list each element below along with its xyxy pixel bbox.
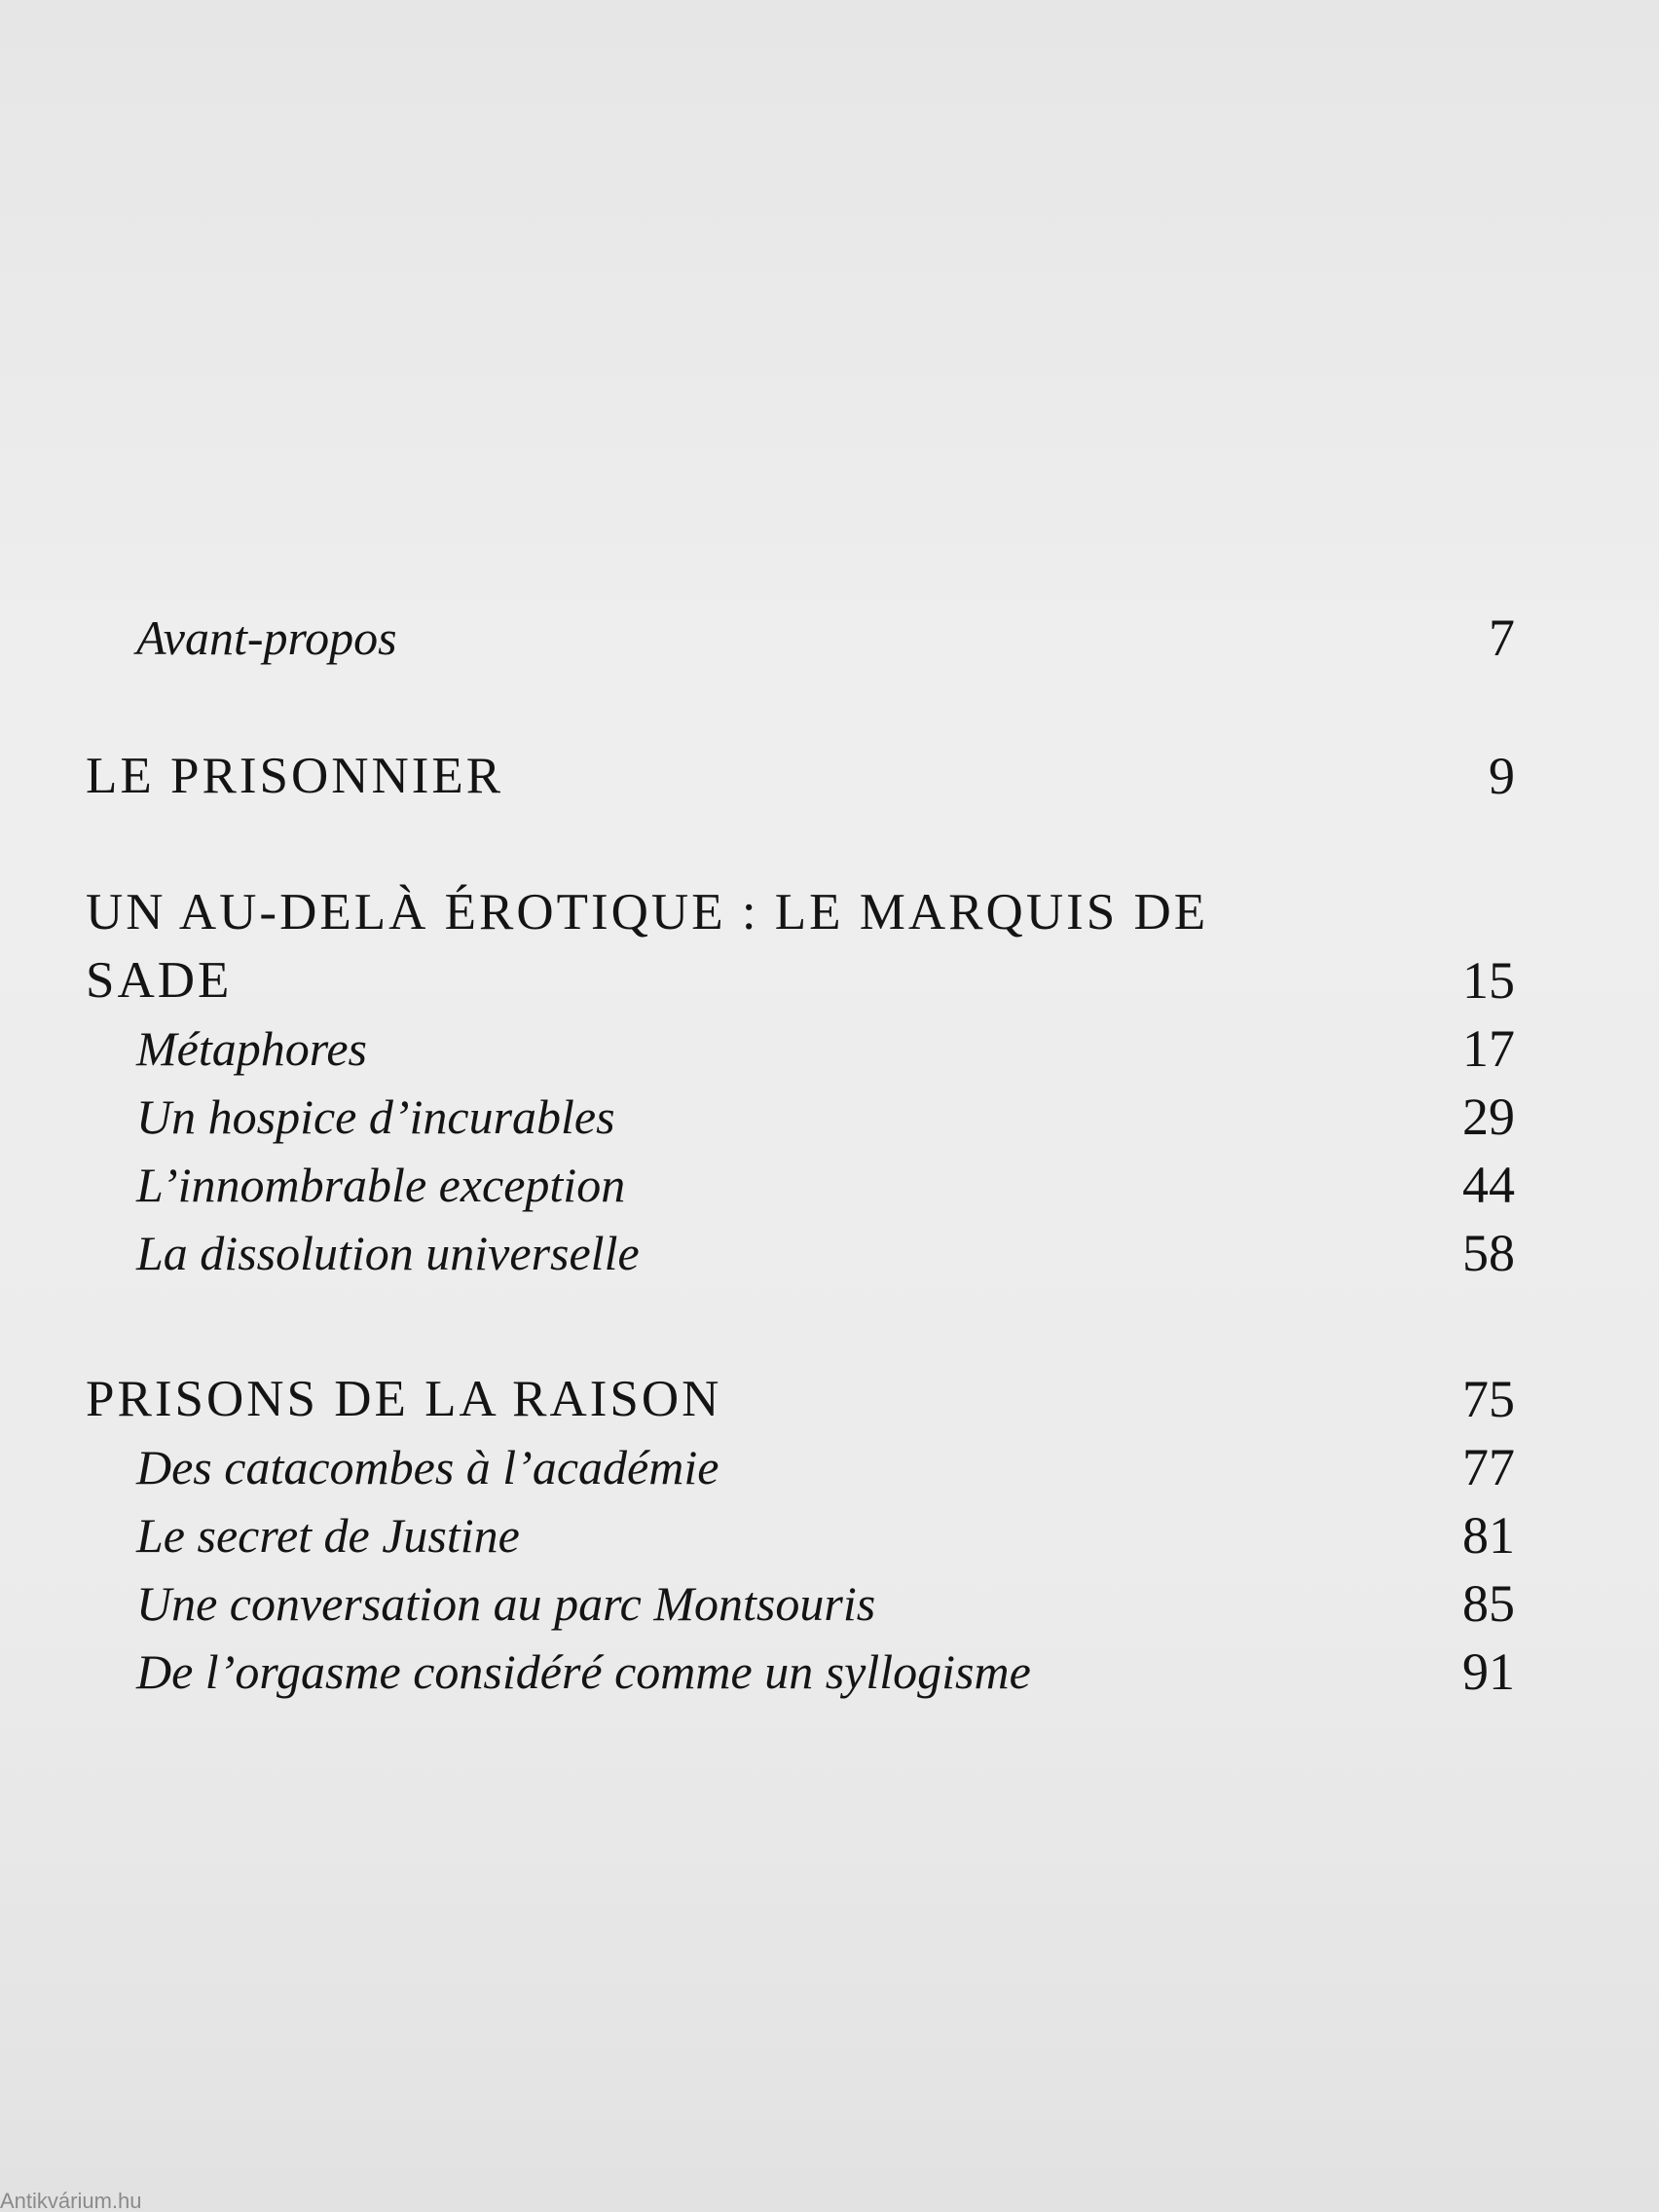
toc-entry-page: 7: [1489, 608, 1515, 667]
toc-entry-page: 58: [1462, 1224, 1515, 1282]
toc-part-title-continued: SADE: [86, 952, 233, 1009]
toc-entry: [0, 1014, 1659, 1083]
toc-entry-title: Un hospice d’incurables: [136, 1089, 615, 1144]
toc-part-title: UN AU-DELÀ ÉROTIQUE : LE MARQUIS DE: [86, 884, 1209, 940]
toc-part-page: 15: [1462, 951, 1515, 1010]
toc-entry-title: Des catacombes à l’académie: [136, 1440, 719, 1494]
toc-entry-page: 44: [1462, 1156, 1515, 1214]
toc-entry-title: Une conversation au parc Montsouris: [136, 1576, 876, 1631]
toc-entry-page: 77: [1462, 1438, 1515, 1496]
toc-part-page: 9: [1489, 747, 1515, 805]
toc-part-title: PRISONS DE LA RAISON: [86, 1371, 722, 1427]
toc-part-page: 75: [1462, 1370, 1515, 1428]
toc-entry: [0, 1569, 1659, 1638]
toc-entry: [0, 1219, 1659, 1287]
toc-entry-title: De l’orgasme considéré comme un syllogisme: [136, 1644, 1031, 1699]
toc-entry-page: 85: [1462, 1574, 1515, 1633]
toc-entry: [0, 1083, 1659, 1151]
toc-part-title: LE PRISONNIER: [86, 748, 504, 804]
watermark: Antikvárium.hu: [0, 2191, 142, 2212]
toc-entry-page: 29: [1462, 1088, 1515, 1146]
toc-entry-title: Le secret de Justine: [136, 1508, 520, 1563]
toc-part-au-dela-line2: [0, 946, 1659, 1014]
toc-entry-page: 17: [1462, 1019, 1515, 1078]
toc-entry-title: Métaphores: [136, 1021, 367, 1076]
toc-entry: [0, 1151, 1659, 1219]
toc-entry: [0, 1433, 1659, 1501]
toc-entry-page: 91: [1462, 1642, 1515, 1701]
toc-part-prisons: [0, 1365, 1659, 1433]
toc-entry-title: L’innombrable exception: [136, 1158, 626, 1212]
toc-part-prisonnier: [0, 742, 1659, 810]
toc-part-au-dela-line1: [0, 878, 1659, 946]
toc-entry: [0, 1638, 1659, 1706]
toc-entry-avant-propos: [0, 604, 1659, 672]
toc-entry: [0, 1501, 1659, 1569]
toc-entry-title: La dissolution universelle: [136, 1226, 640, 1280]
toc-entry-title: Avant-propos: [136, 610, 397, 665]
toc-entry-page: 81: [1462, 1506, 1515, 1565]
